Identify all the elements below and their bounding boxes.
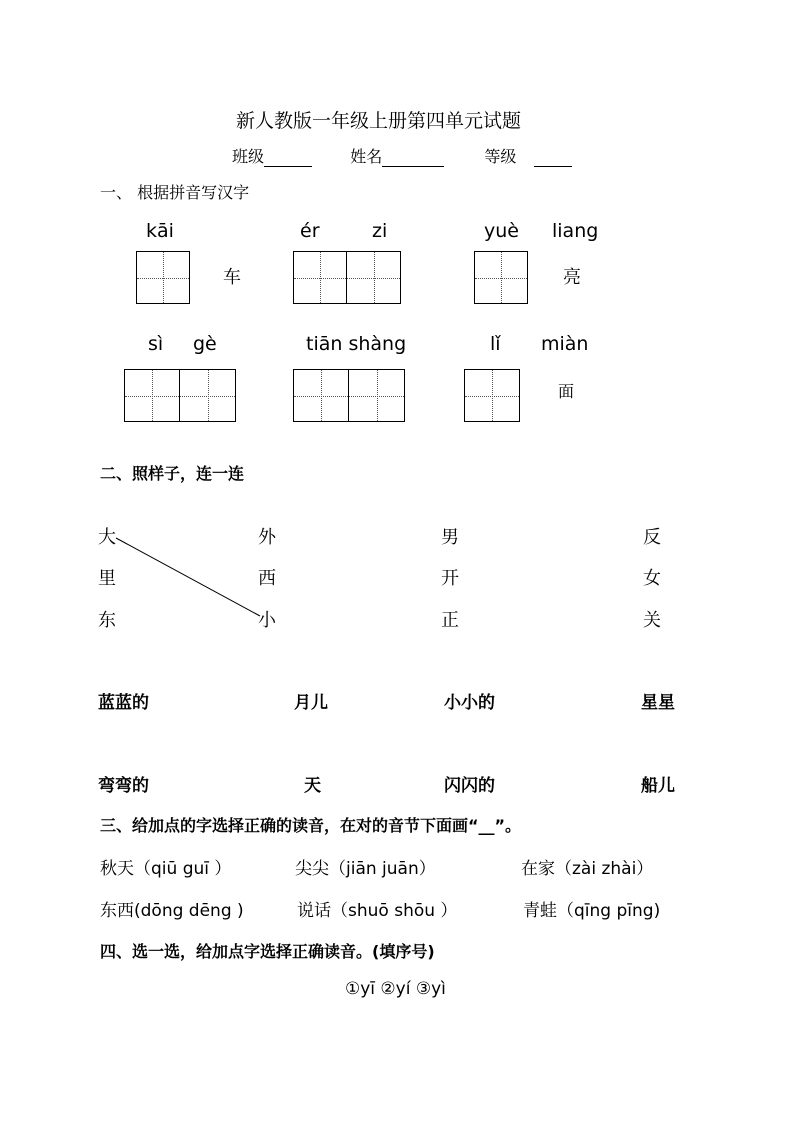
pinyin-tianshang: tiān shàng bbox=[306, 333, 407, 355]
match-char[interactable]: 正 bbox=[441, 610, 459, 631]
char-mian: 面 bbox=[558, 382, 575, 401]
reading-choice[interactable]: 青蛙（qīng pīng) bbox=[523, 901, 661, 921]
pinyin-er: ér bbox=[300, 220, 320, 242]
match-char[interactable]: 西 bbox=[258, 568, 276, 589]
class-label: 班级 bbox=[232, 147, 265, 166]
phrase[interactable]: 闪闪的 bbox=[444, 776, 495, 796]
reading-choice[interactable]: 东西(dōng dēng ) bbox=[100, 901, 244, 921]
reading-options: ①yī ②yí ③yì bbox=[345, 979, 446, 999]
section-4-heading: 四、选一选，给加点字选择正确读音。(填序号) bbox=[100, 942, 435, 961]
match-char[interactable]: 女 bbox=[643, 568, 661, 589]
match-char[interactable]: 关 bbox=[643, 610, 661, 631]
match-char[interactable]: 男 bbox=[441, 527, 459, 548]
grade-label: 等级 bbox=[484, 147, 517, 166]
pinyin-ge: gè bbox=[193, 333, 217, 355]
page-title: 新人教版一年级上册第四单元试题 bbox=[236, 110, 522, 132]
phrase[interactable]: 船儿 bbox=[641, 776, 675, 796]
reading-choice[interactable]: 说话（shuō shōu ） bbox=[297, 901, 458, 921]
match-char[interactable]: 东 bbox=[98, 610, 116, 631]
phrase[interactable]: 月儿 bbox=[294, 693, 328, 713]
phrase[interactable]: 天 bbox=[304, 776, 321, 796]
match-char[interactable]: 大 bbox=[98, 527, 116, 548]
char-che: 车 bbox=[223, 267, 241, 288]
match-char[interactable]: 里 bbox=[98, 568, 116, 589]
pinyin-yue: yuè bbox=[484, 220, 519, 242]
pinyin-mian: miàn bbox=[541, 333, 589, 355]
reading-choice[interactable]: 在家（zài zhài） bbox=[521, 859, 654, 879]
char-liang: 亮 bbox=[563, 267, 581, 288]
pinyin-kai: kāi bbox=[146, 220, 174, 242]
phrase[interactable]: 蓝蓝的 bbox=[98, 693, 149, 713]
match-char[interactable]: 开 bbox=[441, 568, 459, 589]
phrase[interactable]: 弯弯的 bbox=[98, 776, 149, 796]
phrase[interactable]: 星星 bbox=[641, 693, 675, 713]
section-1-heading: 一、 根据拼音写汉字 bbox=[100, 183, 250, 202]
pinyin-liang: liang bbox=[552, 220, 599, 242]
match-char[interactable]: 外 bbox=[258, 527, 276, 548]
pinyin-zi: zi bbox=[372, 220, 388, 242]
section-2-heading: 二、照样子，连一连 bbox=[100, 464, 245, 483]
pinyin-si: sì bbox=[148, 333, 164, 355]
match-char[interactable]: 反 bbox=[643, 527, 661, 548]
section-3-heading: 三、给加点的字选择正确的读音，在对的音节下面画“__”。 bbox=[100, 816, 522, 835]
reading-choice[interactable]: 秋天（qiū guī ） bbox=[100, 859, 232, 879]
reading-choice[interactable]: 尖尖（jiān juān） bbox=[295, 859, 436, 879]
phrase[interactable]: 小小的 bbox=[444, 693, 495, 713]
name-label: 姓名 bbox=[350, 147, 383, 166]
pinyin-li: lǐ bbox=[490, 333, 501, 355]
match-char[interactable]: 小 bbox=[258, 610, 276, 631]
